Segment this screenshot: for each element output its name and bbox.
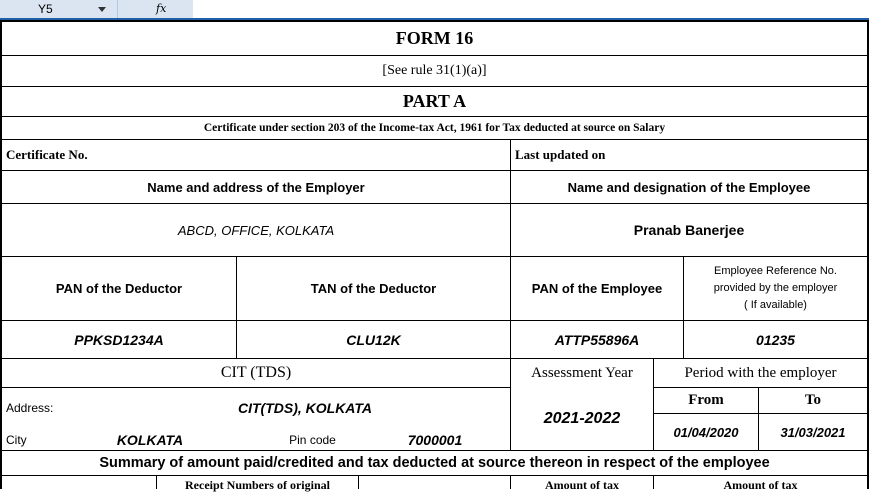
address-value[interactable]: CIT(TDS), KOLKATA bbox=[237, 400, 372, 416]
employee-value[interactable]: Pranab Banerjee bbox=[633, 222, 745, 238]
rule-reference[interactable]: [See rule 31(1)(a)] bbox=[382, 63, 487, 78]
certificate-no-label[interactable]: Certificate No. bbox=[6, 147, 88, 162]
pan-deductor-label[interactable]: PAN of the Deductor bbox=[55, 281, 183, 296]
formula-input[interactable] bbox=[193, 0, 869, 19]
grid-line bbox=[358, 475, 359, 489]
amount-of-tax-header-1[interactable]: Amount of tax bbox=[545, 478, 619, 492]
employer-header[interactable]: Name and address of the Employer bbox=[147, 179, 365, 195]
grid-line bbox=[0, 475, 869, 476]
pan-employee-label[interactable]: PAN of the Employee bbox=[531, 281, 663, 296]
employee-reference-label-line-3: ( If available) bbox=[744, 299, 807, 311]
pan-employee-value[interactable]: ATTP55896A bbox=[554, 331, 640, 348]
pincode-value[interactable]: 7000001 bbox=[407, 432, 463, 448]
tan-deductor-value[interactable]: CLU12K bbox=[346, 331, 401, 348]
employee-reference-label-line-1: Employee Reference No. bbox=[714, 265, 837, 277]
part-title[interactable]: PART A bbox=[402, 91, 467, 111]
address-label[interactable]: Address: bbox=[6, 401, 54, 415]
certificate-caption[interactable]: Certificate under section 203 of the Income-tax Act, 1961 for Tax deducted at source on Salary bbox=[203, 122, 666, 134]
period-to-label[interactable]: To bbox=[804, 392, 822, 408]
period-from-value[interactable]: 01/04/2020 bbox=[673, 424, 739, 440]
employee-reference-label-line-2: provided by the employer bbox=[713, 282, 838, 294]
assessment-year-label[interactable]: Assessment Year bbox=[531, 364, 633, 381]
formula-bar bbox=[0, 0, 869, 19]
employee-reference-label[interactable] bbox=[684, 257, 867, 320]
city-value[interactable]: KOLKATA bbox=[116, 432, 184, 448]
function-icon[interactable]: fx bbox=[156, 2, 167, 15]
period-label[interactable]: Period with the employer bbox=[684, 364, 837, 381]
form-title[interactable]: FORM 16 bbox=[395, 28, 474, 48]
name-box-value[interactable]: Y5 bbox=[38, 2, 53, 16]
employee-reference-value[interactable]: 01235 bbox=[756, 331, 795, 348]
assessment-year-value[interactable]: 2021-2022 bbox=[543, 410, 621, 427]
function-zone bbox=[118, 0, 193, 18]
pincode-label[interactable]: Pin code bbox=[289, 433, 336, 447]
tan-deductor-label[interactable]: TAN of the Deductor bbox=[310, 281, 437, 296]
employer-value[interactable]: ABCD, OFFICE, KOLKATA bbox=[177, 222, 335, 238]
employee-header[interactable]: Name and designation of the Employee bbox=[567, 179, 811, 195]
grid-line bbox=[0, 387, 511, 388]
amount-of-tax-header-2[interactable]: Amount of tax bbox=[723, 478, 798, 492]
period-to-value[interactable]: 31/03/2021 bbox=[780, 424, 846, 440]
name-box[interactable] bbox=[0, 0, 118, 18]
cit-tds-header[interactable]: CIT (TDS) bbox=[220, 364, 292, 381]
chevron-down-icon[interactable] bbox=[98, 7, 106, 12]
last-updated-label[interactable]: Last updated on bbox=[515, 147, 606, 162]
city-label[interactable]: City bbox=[6, 433, 27, 447]
period-from-label[interactable]: From bbox=[688, 392, 724, 408]
receipt-numbers-header[interactable]: Receipt Numbers of original bbox=[185, 478, 330, 492]
pan-deductor-value[interactable]: PPKSD1234A bbox=[74, 331, 164, 348]
summary-title[interactable]: Summary of amount paid/credited and tax deducted at source thereon in respect of the employee bbox=[99, 455, 770, 471]
